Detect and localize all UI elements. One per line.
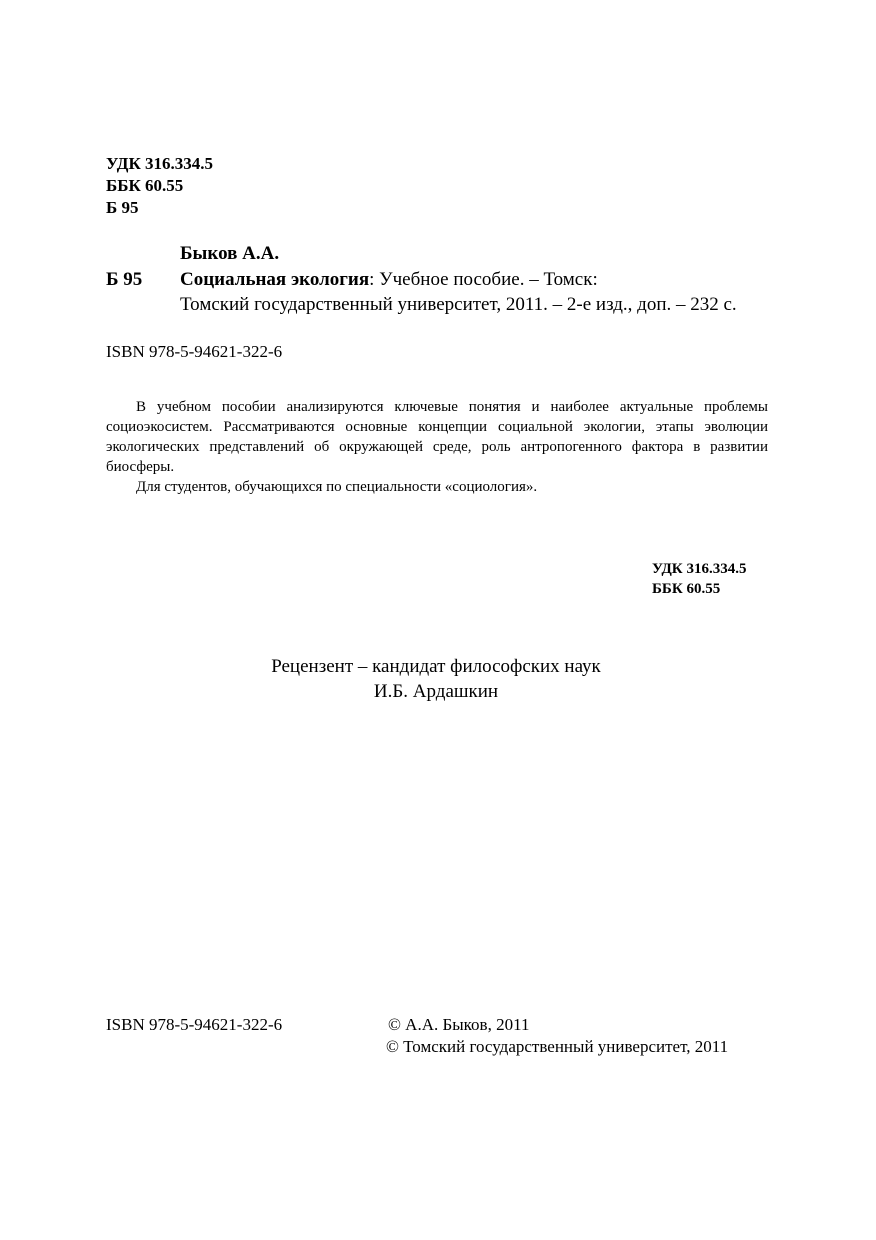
reviewer-title: Рецензент – кандидат философских наук — [271, 656, 601, 677]
bbk-code: ББК 60.55 — [106, 176, 184, 195]
udk-code-right: УДК 316.334.5 — [652, 561, 747, 577]
isbn-top: ISBN 978-5-94621-322-6 — [106, 342, 283, 361]
copyright-university: © Томский государственный университет, 2011 — [386, 1037, 729, 1056]
annotation-paragraph: В учебном пособии анализируются ключевые понятия и наиболее актуальные проблемы социоэкосистем. Рассматриваются основные концепции социальной экологии, этапы эволюции экологических представлений об окружающей среде, роль антропогенного фактора в развитии биосферы. — [106, 399, 768, 475]
author-name: Быков А.А. — [180, 243, 280, 264]
classification-codes-right — [652, 559, 746, 599]
book-title: Социальная экология — [180, 269, 370, 290]
reviewer-block — [186, 654, 686, 704]
reviewer-name: И.Б. Ардашкин — [373, 681, 499, 702]
book-title-line — [180, 268, 598, 292]
book-subtitle: : Учебное пособие. – Томск: — [369, 269, 598, 290]
udk-code: УДК 316.334.5 — [106, 154, 214, 173]
bbk-code-right: ББК 60.55 — [652, 581, 721, 597]
annotation-audience: Для студентов, обучающихся по специальности «социология». — [136, 479, 538, 495]
isbn-bottom: ISBN 978-5-94621-322-6 — [106, 1015, 283, 1034]
bibliographic-mark: Б 95 — [106, 269, 143, 290]
classification-codes-top — [106, 153, 213, 219]
publisher-line: Томский государственный университет, 2011. – 2-е изд., доп. – 232 с. — [180, 294, 737, 315]
annotation — [106, 397, 768, 497]
copyright-author: © А.А. Быков, 2011 — [388, 1015, 530, 1034]
copyright-block — [386, 1014, 728, 1058]
author-mark: Б 95 — [106, 198, 139, 217]
